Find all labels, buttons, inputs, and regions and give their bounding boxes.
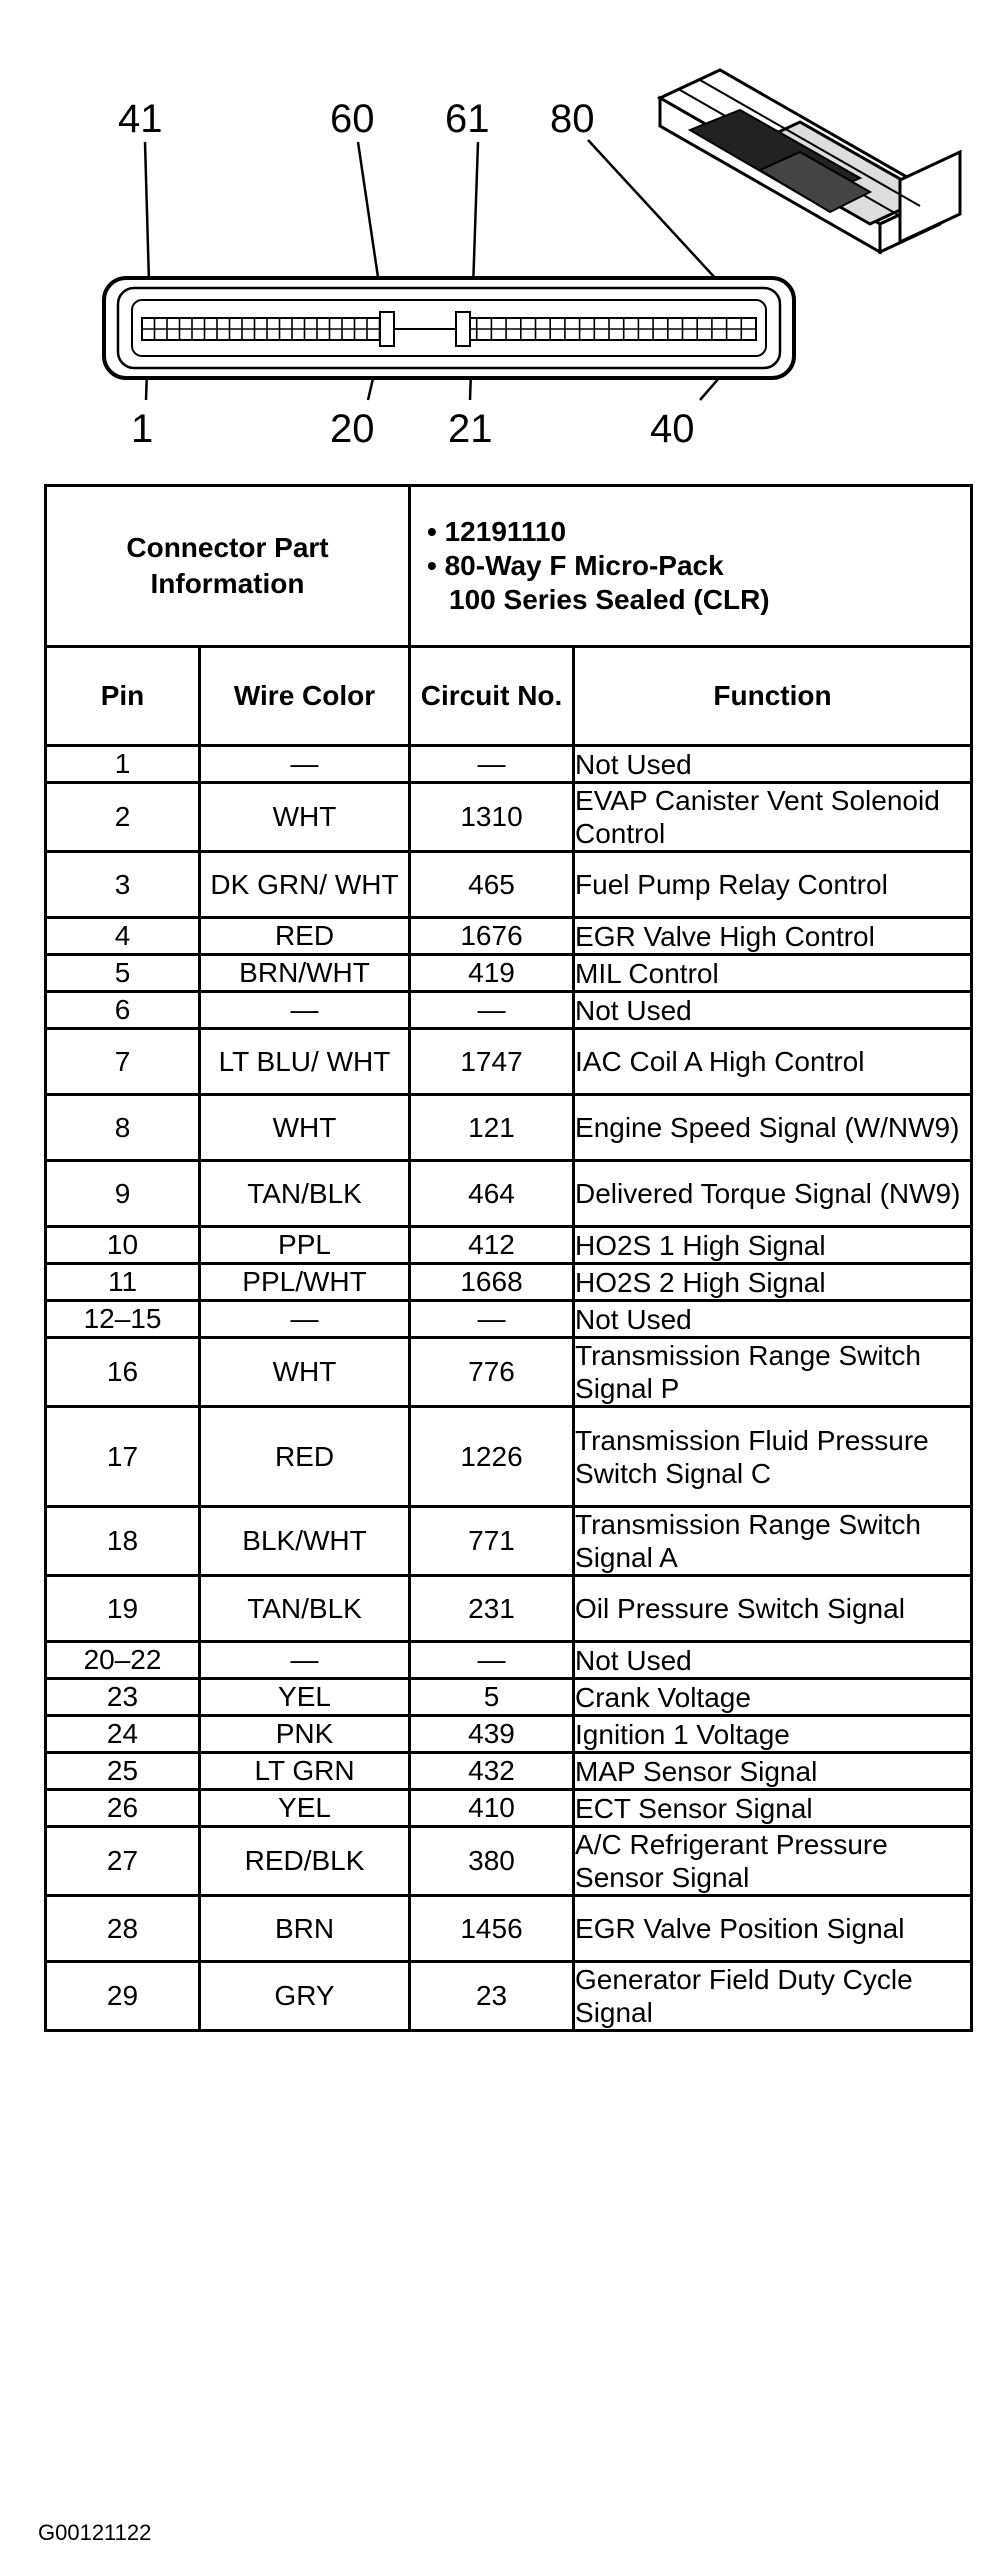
function-cell: Not Used	[574, 992, 972, 1029]
wire-color-cell: DK GRN/ WHT	[200, 852, 410, 918]
function-cell: EGR Valve Position Signal	[574, 1896, 972, 1962]
pin-cell: 7	[46, 1029, 200, 1095]
wire-color-cell: LT GRN	[200, 1753, 410, 1790]
table-row	[46, 1507, 972, 1576]
table-row	[46, 1790, 972, 1827]
wire-color-cell: PPL/WHT	[200, 1264, 410, 1301]
pin-cell: 27	[46, 1827, 200, 1896]
circuit-cell: 464	[410, 1161, 574, 1227]
table-row	[46, 1716, 972, 1753]
circuit-cell: 771	[410, 1507, 574, 1576]
wire-color-cell: LT BLU/ WHT	[200, 1029, 410, 1095]
column-header-pin: Pin	[46, 647, 200, 746]
wire-color-cell: YEL	[200, 1679, 410, 1716]
connector-description-1: • 80-Way F Micro-Pack	[427, 550, 724, 581]
pin-cell: 10	[46, 1227, 200, 1264]
wire-color-cell: BLK/WHT	[200, 1507, 410, 1576]
pin-label-60: 60	[330, 97, 375, 141]
pin-cell: 11	[46, 1264, 200, 1301]
pin-cell: 20–22	[46, 1642, 200, 1679]
wire-color-cell: GRY	[200, 1962, 410, 2031]
table-row	[46, 1962, 972, 2031]
circuit-cell: 432	[410, 1753, 574, 1790]
wire-color-cell: WHT	[200, 1095, 410, 1161]
function-cell: HO2S 2 High Signal	[574, 1264, 972, 1301]
connector-part-details	[410, 486, 972, 647]
circuit-cell: 439	[410, 1716, 574, 1753]
pin-cell: 12–15	[46, 1301, 200, 1338]
wire-color-cell: PNK	[200, 1716, 410, 1753]
function-cell: Crank Voltage	[574, 1679, 972, 1716]
function-cell: ECT Sensor Signal	[574, 1790, 972, 1827]
pin-cell: 16	[46, 1338, 200, 1407]
table-row	[46, 1338, 972, 1407]
pin-label-1: 1	[131, 407, 154, 451]
function-cell: MIL Control	[574, 955, 972, 992]
wire-color-cell: TAN/BLK	[200, 1576, 410, 1642]
wire-color-cell: RED/BLK	[200, 1827, 410, 1896]
connector-isometric	[660, 70, 960, 252]
function-cell: Not Used	[574, 1301, 972, 1338]
function-cell: Engine Speed Signal (W/NW9)	[574, 1095, 972, 1161]
table-row	[46, 1264, 972, 1301]
pin-cell: 9	[46, 1161, 200, 1227]
part-number: • 12191110	[427, 516, 567, 547]
wire-color-cell: BRN	[200, 1896, 410, 1962]
pin-cell: 26	[46, 1790, 200, 1827]
circuit-cell: 1226	[410, 1407, 574, 1507]
pin-cell: 2	[46, 783, 200, 852]
wire-color-cell: WHT	[200, 783, 410, 852]
circuit-cell: 412	[410, 1227, 574, 1264]
wire-color-cell: —	[200, 1642, 410, 1679]
figure-code: G00121122	[38, 2520, 152, 2545]
circuit-cell: —	[410, 1301, 574, 1338]
pin-cell: 24	[46, 1716, 200, 1753]
table-row	[46, 1679, 972, 1716]
circuit-cell: 1668	[410, 1264, 574, 1301]
pin-label-40: 40	[650, 407, 695, 451]
pin-cell: 19	[46, 1576, 200, 1642]
pin-cell: 1	[46, 746, 200, 783]
pin-cell: 23	[46, 1679, 200, 1716]
table-row	[46, 1827, 972, 1896]
pin-cell: 28	[46, 1896, 200, 1962]
table-row	[46, 1095, 972, 1161]
pin-cell: 6	[46, 992, 200, 1029]
function-cell: Ignition 1 Voltage	[574, 1716, 972, 1753]
function-cell: Transmission Range Switch Signal P	[574, 1338, 972, 1407]
wire-color-cell: WHT	[200, 1338, 410, 1407]
column-header-row	[46, 647, 972, 746]
circuit-cell: 23	[410, 1962, 574, 2031]
circuit-cell: —	[410, 992, 574, 1029]
pin-cell: 5	[46, 955, 200, 992]
connector-diagram	[0, 0, 1001, 470]
table-row	[46, 1753, 972, 1790]
pin-label-20: 20	[330, 407, 375, 451]
wire-color-cell: RED	[200, 918, 410, 955]
circuit-cell: 1676	[410, 918, 574, 955]
table-row	[46, 1161, 972, 1227]
wire-color-cell: TAN/BLK	[200, 1161, 410, 1227]
circuit-cell: 1747	[410, 1029, 574, 1095]
function-cell: EVAP Canister Vent Solenoid Control	[574, 783, 972, 852]
connector-part-information-label: Connector Part Information	[46, 486, 410, 647]
pin-cell: 4	[46, 918, 200, 955]
table-row	[46, 1301, 972, 1338]
table-row	[46, 1642, 972, 1679]
circuit-cell: 380	[410, 1827, 574, 1896]
function-cell: Fuel Pump Relay Control	[574, 852, 972, 918]
pinout-table	[44, 484, 973, 2032]
function-cell: Not Used	[574, 1642, 972, 1679]
table-row	[46, 918, 972, 955]
column-header-circuit: Circuit No.	[410, 647, 574, 746]
function-cell: A/C Refrigerant Pressure Sensor Signal	[574, 1827, 972, 1896]
function-cell: EGR Valve High Control	[574, 918, 972, 955]
circuit-cell: 776	[410, 1338, 574, 1407]
pin-label-80: 80	[550, 97, 595, 141]
table-row	[46, 746, 972, 783]
pin-cell: 25	[46, 1753, 200, 1790]
connector-info-row	[46, 486, 972, 647]
pin-cell: 29	[46, 1962, 200, 2031]
function-cell: Oil Pressure Switch Signal	[574, 1576, 972, 1642]
function-cell: Delivered Torque Signal (NW9)	[574, 1161, 972, 1227]
circuit-cell: 419	[410, 955, 574, 992]
pin-label-21: 21	[448, 407, 493, 451]
pin-cell: 8	[46, 1095, 200, 1161]
table-row	[46, 1576, 972, 1642]
circuit-cell: —	[410, 746, 574, 783]
circuit-cell: 410	[410, 1790, 574, 1827]
function-cell: IAC Coil A High Control	[574, 1029, 972, 1095]
pin-cell: 18	[46, 1507, 200, 1576]
function-cell: HO2S 1 High Signal	[574, 1227, 972, 1264]
table-row	[46, 1896, 972, 1962]
table-row	[46, 1227, 972, 1264]
column-header-function: Function	[574, 647, 972, 746]
wire-color-cell: —	[200, 1301, 410, 1338]
table-row	[46, 1029, 972, 1095]
table-row	[46, 783, 972, 852]
function-cell: Transmission Fluid Pressure Switch Signal C	[574, 1407, 972, 1507]
wire-color-cell: RED	[200, 1407, 410, 1507]
table-row	[46, 992, 972, 1029]
wire-color-cell: —	[200, 746, 410, 783]
function-cell: Transmission Range Switch Signal A	[574, 1507, 972, 1576]
pin-cell: 17	[46, 1407, 200, 1507]
circuit-cell: 1456	[410, 1896, 574, 1962]
function-cell: Not Used	[574, 746, 972, 783]
function-cell: Generator Field Duty Cycle Signal	[574, 1962, 972, 2031]
table-row	[46, 852, 972, 918]
pin-label-41: 41	[118, 97, 163, 141]
function-cell: MAP Sensor Signal	[574, 1753, 972, 1790]
table-row	[46, 955, 972, 992]
wire-color-cell: —	[200, 992, 410, 1029]
connector-description-2: 100 Series Sealed (CLR)	[449, 584, 770, 615]
wire-color-cell: PPL	[200, 1227, 410, 1264]
pin-cell: 3	[46, 852, 200, 918]
circuit-cell: 465	[410, 852, 574, 918]
column-header-wire-color: Wire Color	[200, 647, 410, 746]
wire-color-cell: YEL	[200, 1790, 410, 1827]
wire-color-cell: BRN/WHT	[200, 955, 410, 992]
pin-label-61: 61	[445, 97, 490, 141]
circuit-cell: 231	[410, 1576, 574, 1642]
connector-face	[104, 278, 794, 378]
table-row	[46, 1407, 972, 1507]
circuit-cell: 121	[410, 1095, 574, 1161]
circuit-cell: 1310	[410, 783, 574, 852]
circuit-cell: —	[410, 1642, 574, 1679]
circuit-cell: 5	[410, 1679, 574, 1716]
